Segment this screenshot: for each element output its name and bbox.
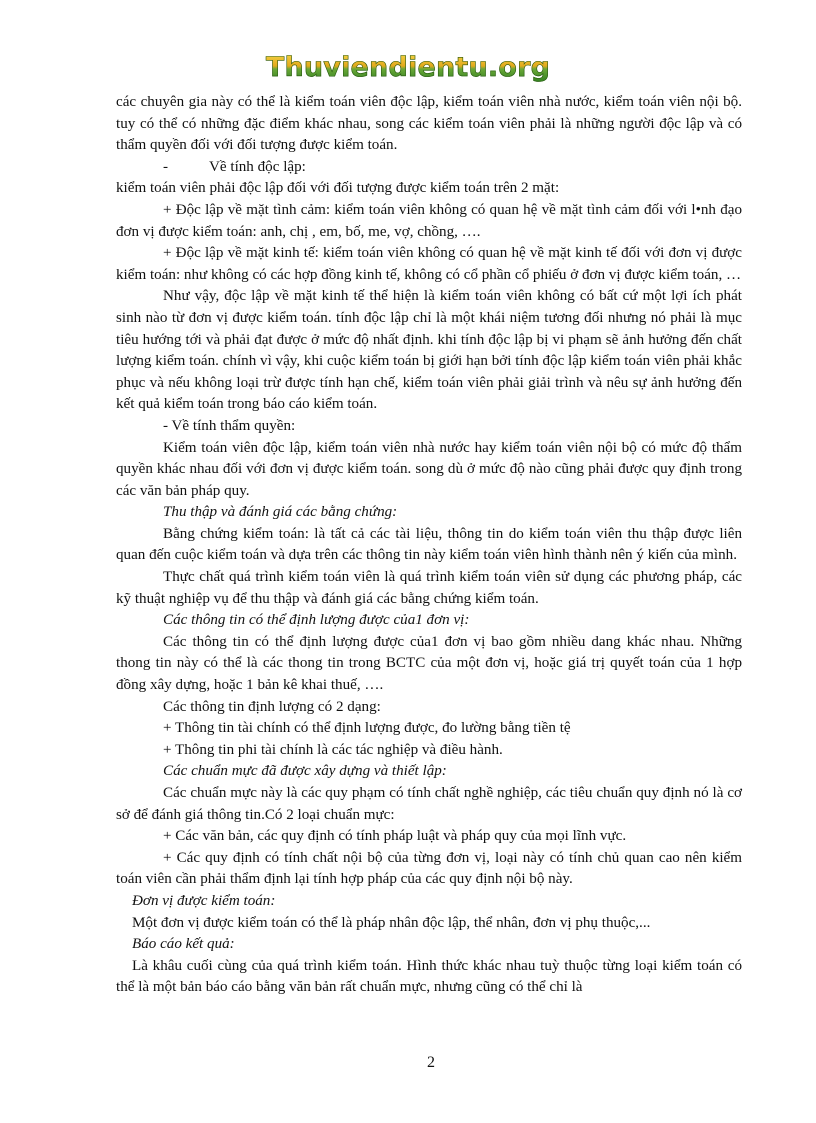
paragraph: Như vậy, độc lập về mặt kinh tế thể hiện là kiểm toán viên không có bất cứ một lợi ích phát sinh nào từ đơn vị được kiểm toán. tính độc lập chỉ là một khái niệm tương đối nhưng nó phải là mục tiêu hướng tới và phải đạt được ở mức độ nhất định. khi tính độc lập bị vi phạm sẽ ảnh hưởng đến chất lượng kiểm toán. chính vì vậy, khi cuộc kiểm toán bị giới hạn bởi tính độc lập kiểm toán viên phải khắc phục và nếu không loại trừ được tính hạn chế, kiểm toán viên phải giải trình và nêu sự ảnh hưởng đến kết quả kiểm toán trong báo cáo kiểm toán. xyxy=(116,288,742,413)
paragraph: + Độc lập về mặt tình cảm: kiểm toán viên không có quan hệ về mặt tình cảm đối với l•nh đạo đơn vị được kiểm toán: anh, chị , em, bố, me, vợ, chồng, …. xyxy=(116,201,742,240)
paragraph: Một đơn vị được kiểm toán có thể là pháp nhân độc lập, thể nhân, đơn vị phụ thuộc,... xyxy=(132,914,651,931)
paragraph: Bằng chứng kiểm toán: là tất cả các tài liệu, thông tin do kiểm toán viên thu thập được liên quan đến cuộc kiểm toán và dựa trên các thông tin này kiểm toán viên hình thành nên ý kiến của mình. xyxy=(116,525,742,564)
paragraph: Kiểm toán viên độc lập, kiểm toán viên nhà nước hay kiểm toán viên nội bộ có mức độ thẩm quyền khác nhau đối với đơn vị được kiểm toán. song dù ở mức độ nào cũng phải được quy định trong các văn bản pháp quy. xyxy=(116,439,742,499)
dash-bullet: - xyxy=(163,158,169,175)
paragraph: Các thông tin định lượng có 2 dạng: xyxy=(163,698,381,715)
section-heading: - Về tính thẩm quyền: xyxy=(163,417,296,434)
paragraph: Các thông tin có thể định lượng được của1 đơn vị bao gồm nhiều dang khác nhau. Những thong tin này có thể là các thong tin trong BCTC của một đơn vị, hoặc giá trị quyết toán của 1 hợp đồng xây dựng, hoặc 1 bản kê khai thuế, …. xyxy=(116,633,742,694)
document-body xyxy=(116,92,742,999)
paragraph: Thực chất quá trình kiểm toán viên là quá trình kiểm toán viên sử dụng các phương pháp, các kỹ thuật nghiệp vụ để thu thập và đánh giá các bằng chứng kiểm toán. xyxy=(116,569,742,607)
section-heading: Báo cáo kết quả: xyxy=(132,936,235,953)
list-item: + Các văn bản, các quy định có tính pháp luật và pháp quy của mọi lĩnh vực. xyxy=(163,828,627,845)
section-heading: - Về tính độc lập: xyxy=(116,157,742,179)
page-number: 2 xyxy=(427,1054,435,1071)
site-logo: Thuviendientu.org xyxy=(265,52,551,83)
list-item: + Thông tin phi tài chính là các tác nghiệp và điều hành. xyxy=(163,741,503,758)
section-heading: Đơn vị được kiểm toán: xyxy=(132,892,276,909)
section-heading: Các thông tin có thể định lượng được của1 đơn vị: xyxy=(163,612,470,629)
paragraph: các chuyên gia này có thể là kiểm toán viên độc lập, kiểm toán viên nhà nước, kiểm toán viên nội bộ. tuy có thể có những đặc điểm khác nhau, song các kiểm toán viên phải là những người độc lập và có thẩm quyền đối với đối tượng được kiểm toán. xyxy=(116,94,742,154)
list-item: + Thông tin tài chính có thể định lượng được, đo lường bằng tiền tệ xyxy=(163,720,571,737)
paragraph: + Độc lập về mặt kinh tế: kiểm toán viên không có quan hệ về mặt kinh tế đối với đơn vị được kiểm toán: như không có các hợp đồng kinh tế, không có cổ phần cổ phiếu ở đơn vị được kiểm toán, … xyxy=(116,245,742,283)
section-heading: Thu thập và đánh giá các bằng chứng: xyxy=(163,504,398,521)
list-item: + Các quy định có tính chất nội bộ của từng đơn vị, loại này có tính chủ quan cao nên kiểm toán viên cần phải thẩm định lại tính hợp pháp của các quy định nội bộ này. xyxy=(116,849,742,888)
section-heading: Các chuẩn mực đã được xây dựng và thiết lập: xyxy=(163,763,447,780)
paragraph: Là khâu cuối cùng của quá trình kiểm toán. Hình thức khác nhau tuỳ thuộc từng loại kiểm toán có thể là một bản báo cáo bằng văn bản rất chuẩn mực, nhưng cũng có thể chỉ là xyxy=(116,957,742,996)
paragraph: kiểm toán viên phải độc lập đối với đối tượng được kiểm toán trên 2 mặt: xyxy=(116,180,560,197)
paragraph: Các chuẩn mực này là các quy phạm có tính chất nghề nghiệp, các tiêu chuẩn quy định nó là cơ sở để đánh giá thông tin.Có 2 loại chuẩn mực: xyxy=(116,785,742,823)
